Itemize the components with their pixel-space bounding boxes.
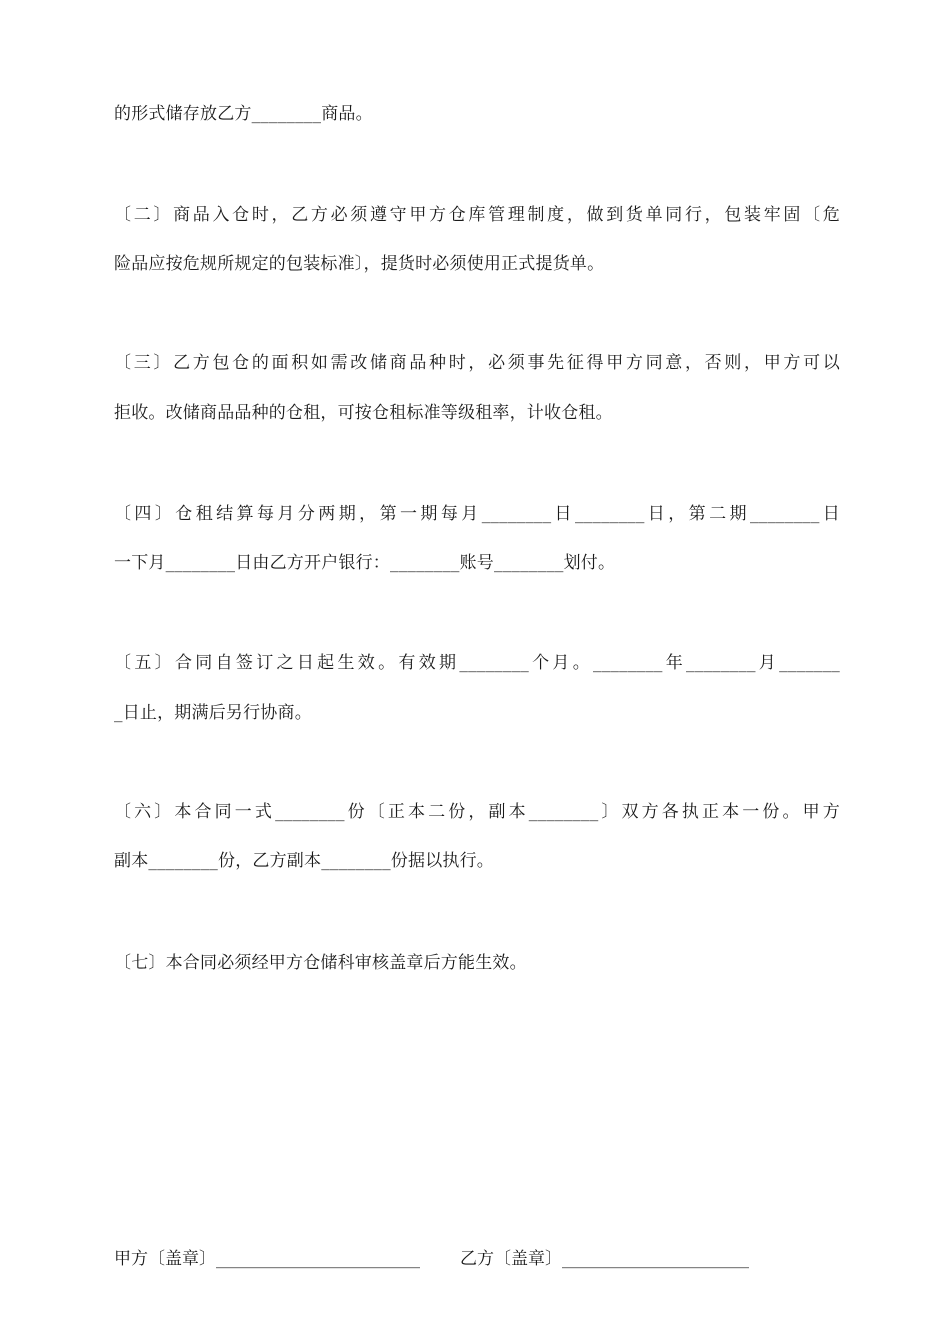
clause-6-line-1: 〔六〕本合同一式________份〔正本二份，副本________〕双方各执正本一份。甲方 [114, 802, 840, 822]
clause-6-line-2: 副本________份，乙方副本________份据以执行。 [114, 851, 494, 871]
clause-2-line-2: 险品应按危规所规定的包装标准〕，提货时必须使用正式提货单。 [114, 254, 605, 274]
clause-5-line-2: _日止，期满后另行协商。 [114, 703, 312, 723]
clause-4-line-2: 一下月________日由乙方开户银行：________账号________划付。 [114, 553, 616, 573]
party-b-signature: 乙方〔盖章〕______________________ [460, 1249, 749, 1269]
clause-2-line-1: 〔二〕商品入仓时，乙方必须遵守甲方仓库管理制度，做到货单同行，包装牢固〔危 [114, 205, 840, 225]
clause-3-line-2: 拒收。改储商品品种的仓租，可按仓租标准等级租率，计收仓租。 [114, 403, 613, 423]
clause-3-line-1: 〔三〕乙方包仓的面积如需改储商品种时，必须事先征得甲方同意，否则，甲方可以 [114, 353, 840, 373]
paragraph-1-line-1: 的形式储存放乙方________商品。 [114, 104, 373, 124]
clause-7-line-1: 〔七〕本合同必须经甲方仓储科审核盖章后方能生效。 [114, 953, 527, 973]
clause-5-line-1: 〔五〕合同自签订之日起生效。有效期________个月。________年________月_______ [114, 653, 840, 673]
party-a-signature: 甲方〔盖章〕________________________ [114, 1249, 420, 1269]
clause-4-line-1: 〔四〕仓租结算每月分两期，第一期每月________日________日，第二期________日 [114, 504, 840, 524]
